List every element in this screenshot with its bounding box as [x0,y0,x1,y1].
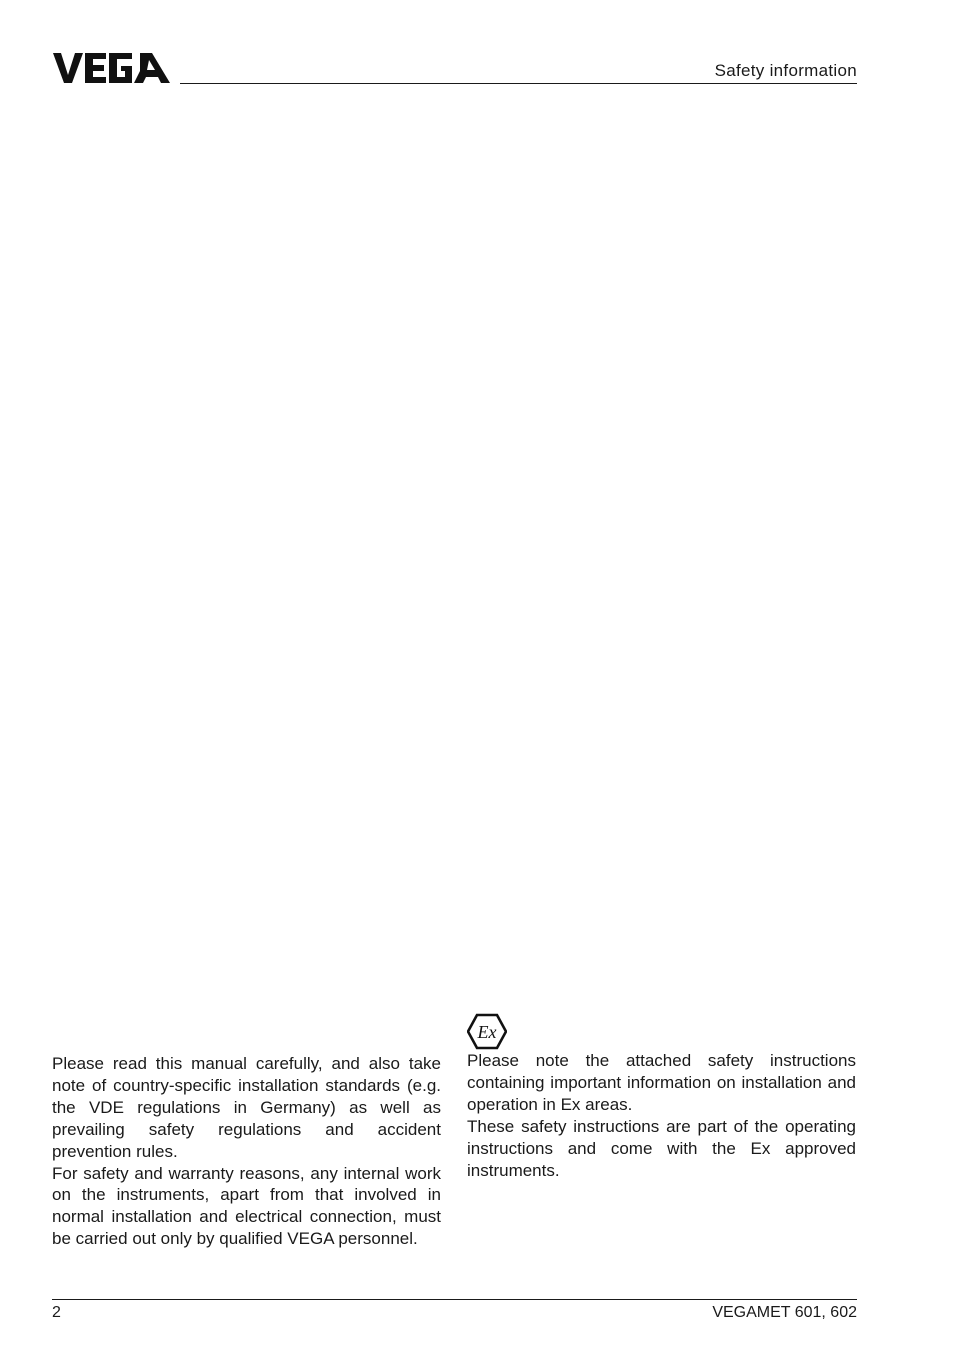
right-column [467,1050,856,1181]
ex-protection-icon [467,1013,507,1050]
left-paragraph-2: For safety and warranty reasons, any internal work on the instruments, apart from that involved in normal installation and electrical connection, must be carried out only by qualified VEGA personnel. [52,1163,441,1249]
header-rule [180,83,857,84]
section-title: Safety information [714,61,857,80]
page-number: 2 [52,1304,61,1321]
footer-rule [52,1299,857,1300]
left-column [52,1053,441,1250]
vega-logo [52,50,172,86]
right-paragraph-1: Please note the attached safety instructions containing important information on installation and operation in Ex areas. [467,1051,856,1114]
svg-text:Ex: Ex [477,1022,497,1042]
document-name: VEGAMET 601, 602 [712,1304,857,1321]
right-paragraph-2: These safety instructions are part of the operating instructions and come with the Ex approved instruments. [467,1116,856,1180]
left-paragraph-1: Please read this manual carefully, and also take note of country-specific installation standards (e.g. the VDE regulations in Germany) as well as prevailing safety regulations and accident prevention rules. [52,1054,441,1161]
